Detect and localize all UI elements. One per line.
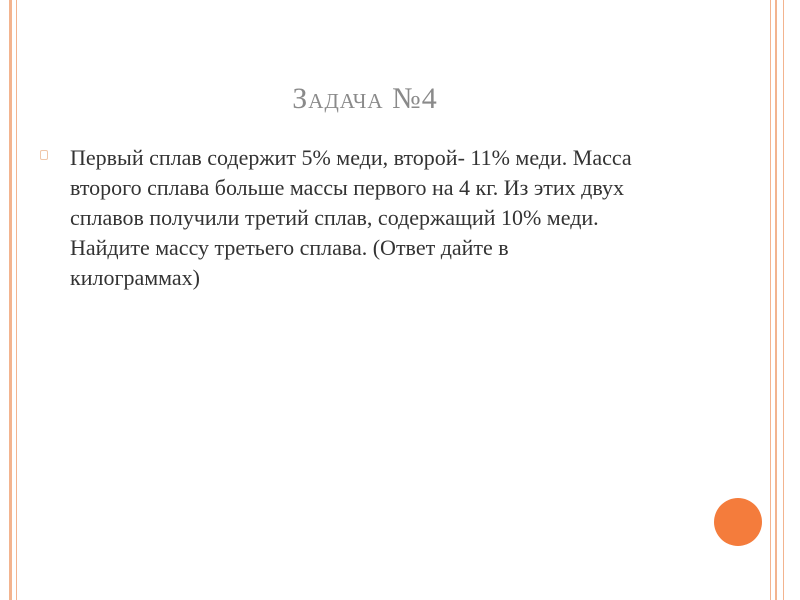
bullet-item bbox=[40, 143, 640, 293]
square-bullet-icon bbox=[40, 150, 48, 160]
problem-text: Первый сплав содержит 5% меди, второй- 11% меди. Масса второго сплава больше массы первого на 4 кг. Из этих двух сплавов получили третий сплав, содержащий 10% меди. Найдите массу третьего сплава. (Ответ дайте в килограммах) bbox=[70, 145, 632, 290]
right-border-line-thin bbox=[770, 0, 771, 600]
decorative-circle bbox=[714, 498, 762, 546]
right-border-line-outer bbox=[783, 0, 784, 600]
right-border-line bbox=[775, 0, 777, 600]
slide-title: Задача №4 bbox=[292, 82, 438, 115]
